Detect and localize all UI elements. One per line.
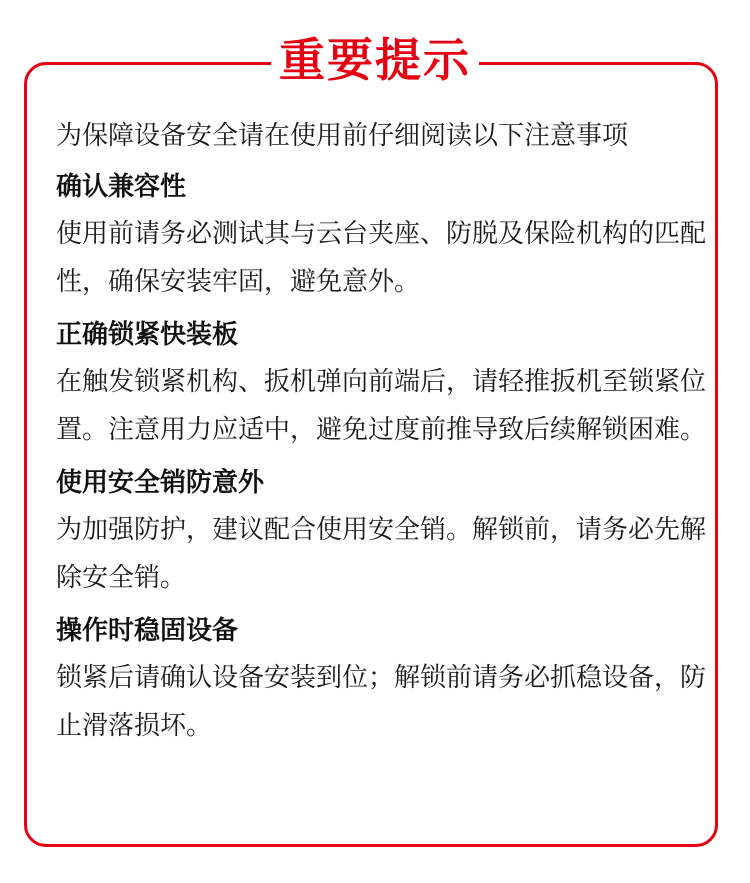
- notice-title: 重要提示: [271, 30, 479, 90]
- section-body-safety-pin: 为加强防护，建议配合使用安全销。解锁前，请务必先解除安全销。: [56, 515, 707, 593]
- section-heading-lock-plate: 正确锁紧快装板: [56, 320, 239, 350]
- section-heading-secure-device: 操作时稳固设备: [56, 616, 239, 646]
- notice-content: [56, 112, 706, 756]
- section-heading-safety-pin: 使用安全销防意外: [56, 468, 265, 498]
- section-body-secure-device: 锁紧后请确认设备安装到位；解锁前请务必抓稳设备，防止滑落损坏。: [56, 663, 707, 741]
- intro-text: 为保障设备安全请在使用前仔细阅读以下注意事项: [56, 121, 629, 151]
- section-body-lock-plate: 在触发锁紧机构、扳机弹向前端后，请轻推扳机至锁紧位置。注意用力应适中，避免过度前推导致后续解锁困难。: [56, 367, 707, 445]
- section-heading-compatibility: 确认兼容性: [56, 172, 187, 202]
- title-container: [0, 30, 750, 90]
- section-body-compatibility: 使用前请务必测试其与云台夹座、防脱及保险机构的匹配性，确保安装牢固，避免意外。: [56, 219, 707, 297]
